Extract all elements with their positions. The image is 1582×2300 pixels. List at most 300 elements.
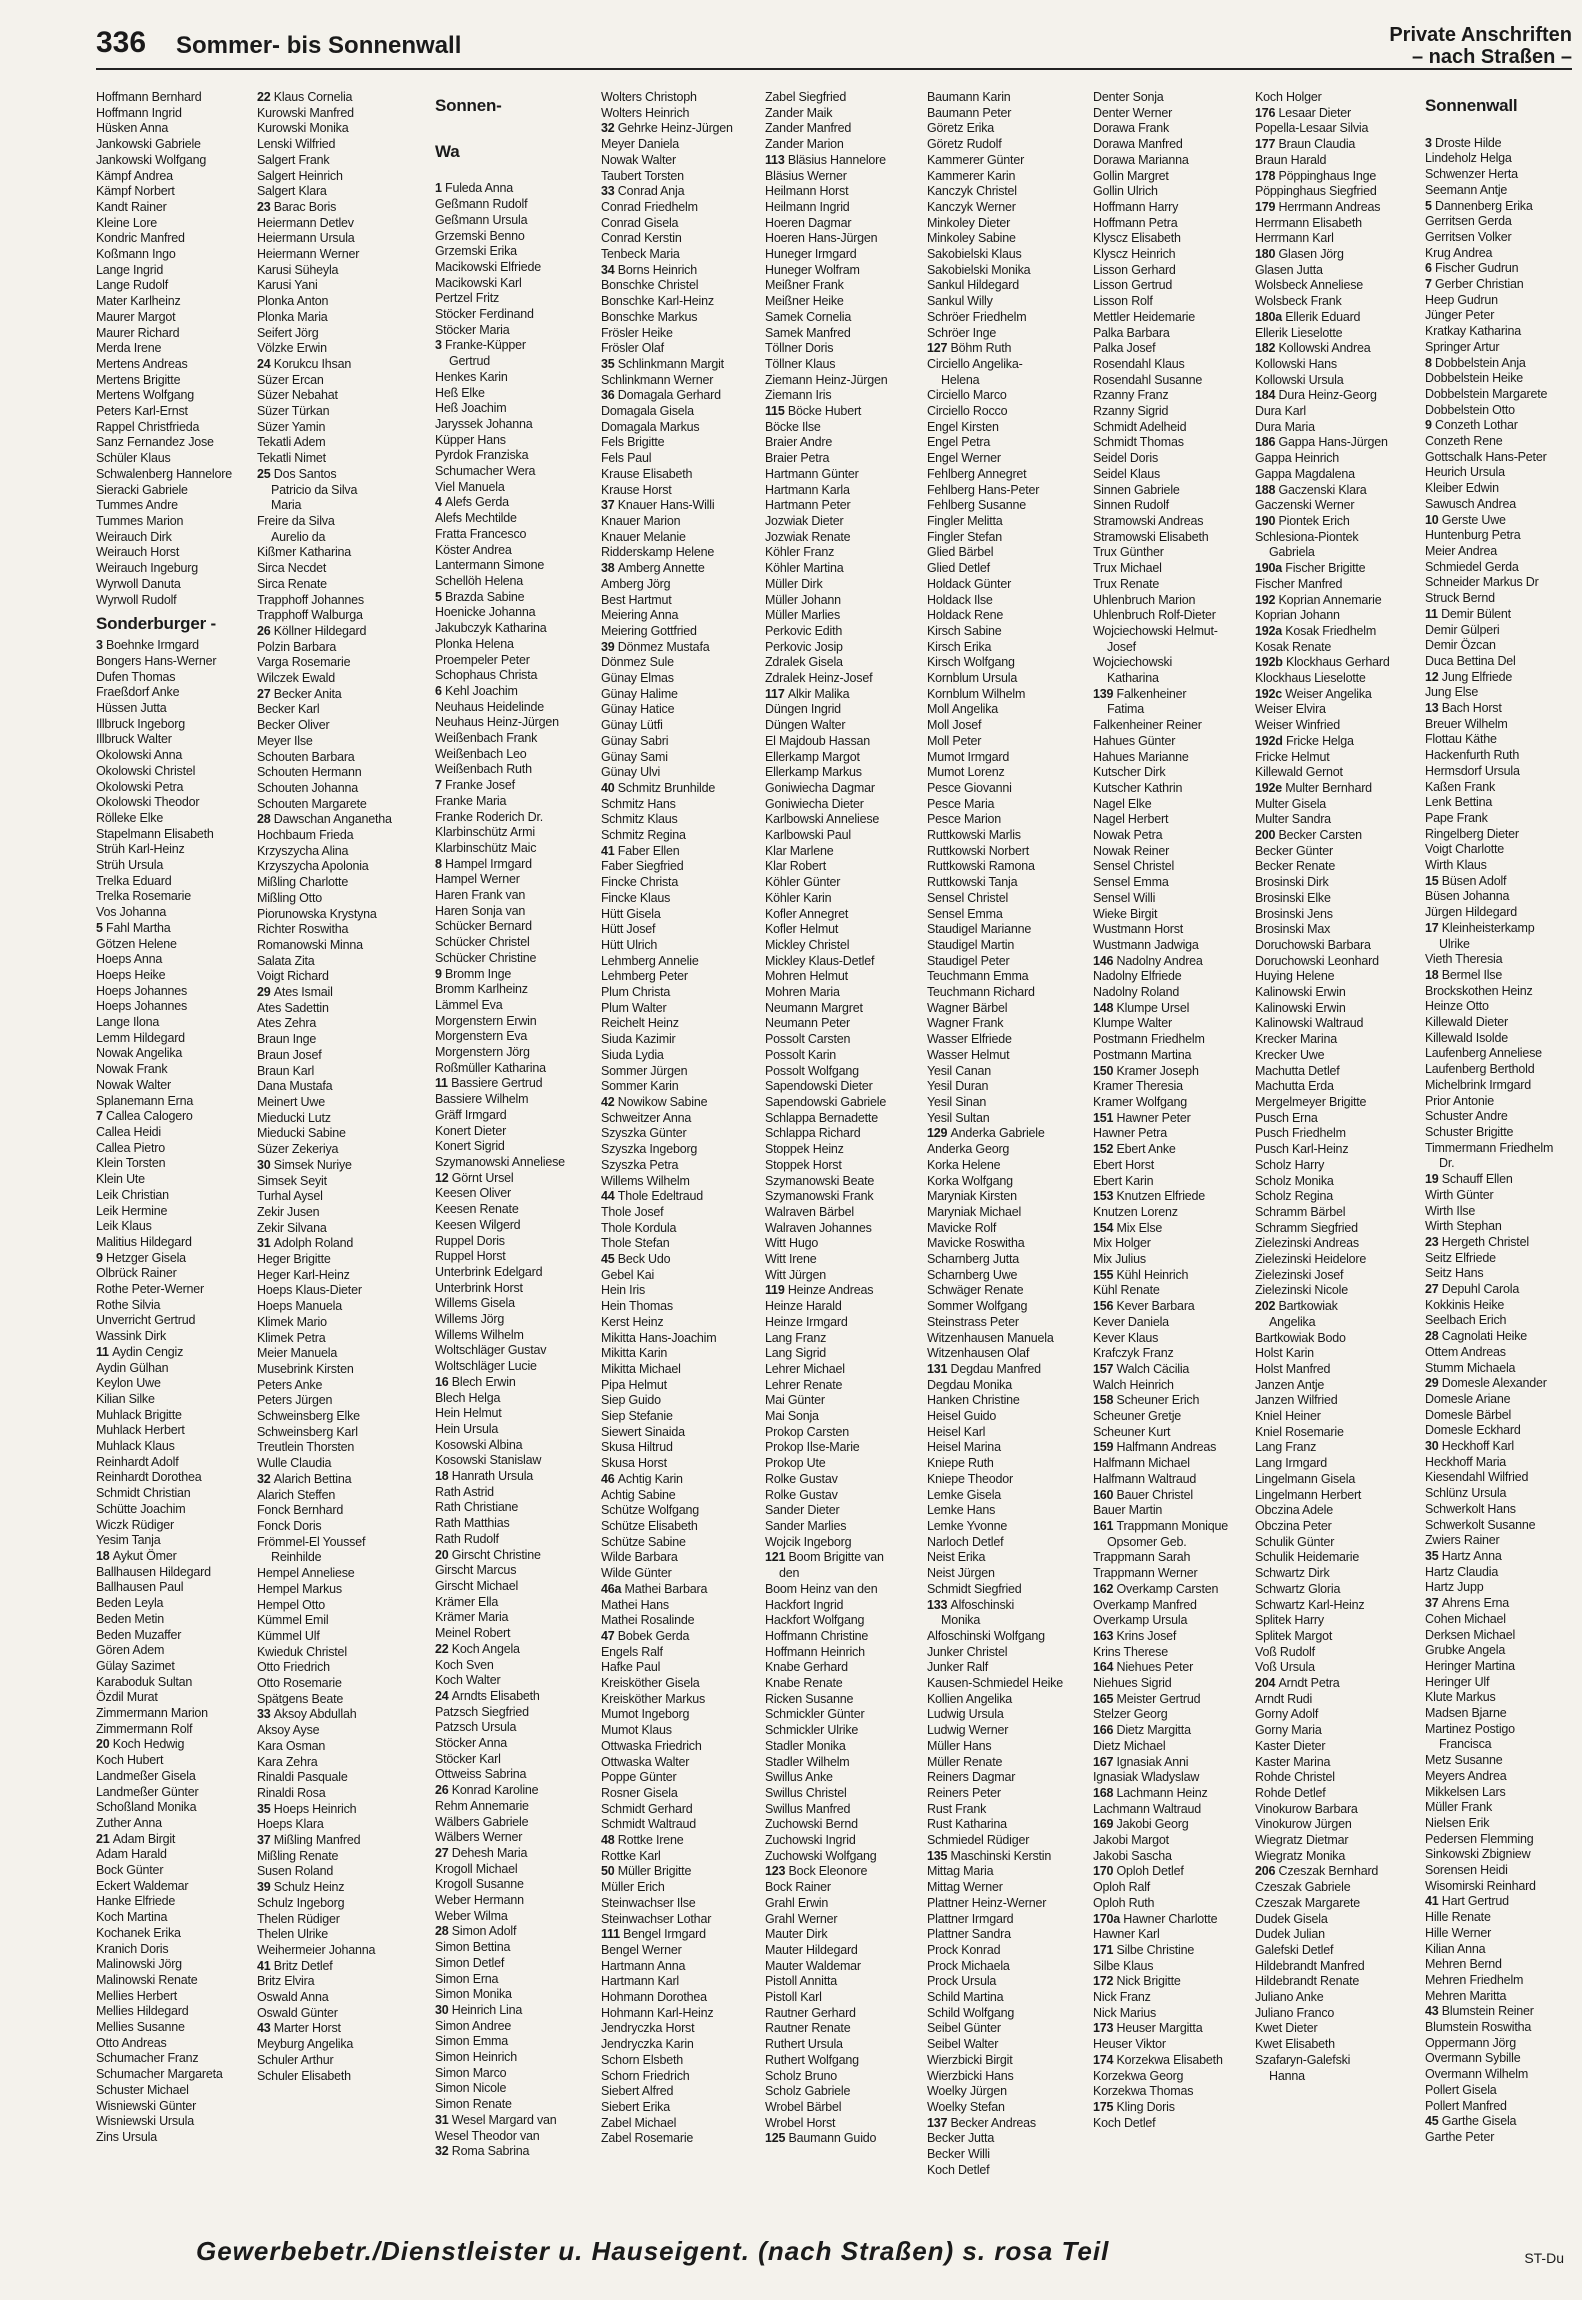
directory-entry: Czeszak Gabriele <box>1255 1880 1351 1895</box>
house-number: 159 <box>1093 1440 1117 1455</box>
directory-entry: Killewald Gernot <box>1255 765 1343 780</box>
directory-entry: Janzen Wilfried <box>1255 1393 1338 1408</box>
directory-entry: Bock Rainer <box>765 1880 831 1895</box>
directory-entry: 22 Klaus Cornelia <box>257 90 353 104</box>
directory-entry: Weber Wilma <box>435 1908 508 1923</box>
directory-entry: Fratta Francesco <box>435 526 527 541</box>
directory-entry: Girscht Marcus <box>435 1563 517 1578</box>
directory-entry: Müller Hans <box>927 1738 992 1753</box>
directory-entry: Zuchowski Ingrid <box>765 1833 856 1848</box>
directory-entry: Küpper Hans <box>435 432 506 447</box>
directory-entry: Hoffmann Bernhard <box>96 90 202 104</box>
directory-entry: Kausen-Schmiedel Heike <box>927 1676 1063 1691</box>
house-number: 123 <box>765 1864 789 1879</box>
directory-entry: Krzyszycha Apolonia <box>257 859 369 874</box>
directory-entry: Reichelt Heinz <box>601 1016 679 1031</box>
directory-entry: Weirauch Horst <box>96 545 180 560</box>
house-number: 177 <box>1255 137 1279 152</box>
house-number: 190 <box>1255 513 1279 528</box>
directory-entry: Proempeler Peter <box>435 652 530 667</box>
house-number: 32 <box>435 2144 452 2159</box>
directory-entry: Wisomirski Reinhard <box>1425 1878 1536 1893</box>
directory-entry: Hoffmann Christine <box>765 1628 869 1643</box>
directory-entry: Falkenheiner Reiner <box>1093 718 1202 733</box>
directory-entry: Pape Frank <box>1425 810 1488 825</box>
directory-entry: Pollert Manfred <box>1425 2098 1507 2113</box>
directory-entry: Heß Elke <box>435 385 485 400</box>
directory-entry: Walraven Johannes <box>765 1220 872 1235</box>
directory-entry: Schouten Barbara <box>257 749 355 764</box>
directory-entry: Weißenbach Frank <box>435 731 538 746</box>
directory-entry: Klein Torsten <box>96 1156 166 1171</box>
directory-entry: Fincke Christa <box>601 875 679 890</box>
directory-entry: Kalinowski Erwin <box>1255 1000 1346 1015</box>
directory-entry: Kutscher Kathrin <box>1093 780 1183 795</box>
house-number: 148 <box>1093 1000 1117 1015</box>
directory-entry: Henkes Karin <box>435 369 508 384</box>
directory-entry: Willems Jörg <box>435 1312 505 1327</box>
house-number: 155 <box>1093 1267 1117 1282</box>
directory-entry: Hartmann Günter <box>765 466 859 481</box>
house-number: 27 <box>1425 1282 1442 1297</box>
directory-entry: Seemann Antje <box>1425 182 1508 197</box>
house-number: 151 <box>1093 1110 1117 1125</box>
directory-entry: Frömmel-El Youssef <box>257 1534 366 1549</box>
directory-entry: Wojciechowski <box>1093 655 1173 670</box>
directory-entry: Hoeps Heike <box>96 967 166 982</box>
directory-entry: Leik Klaus <box>96 1219 152 1234</box>
directory-entry: 27 Dehesh Maria <box>435 1845 528 1860</box>
directory-entry: Lange Ingrid <box>96 262 164 277</box>
directory-entry: Müller Dirk <box>765 576 823 591</box>
directory-column-3 <box>435 90 595 2210</box>
directory-entry: Pöppinghaus Siegfried <box>1255 184 1377 199</box>
directory-entry: Zimmermann Rolf <box>96 1721 193 1736</box>
directory-entry: Hoeren Hans-Jürgen <box>765 231 878 246</box>
directory-entry: Wulle Claudia <box>257 1456 332 1471</box>
directory-entry: Ebert Horst <box>1093 1157 1155 1172</box>
directory-entry: Günay Sabri <box>601 733 669 748</box>
directory-entry: Wassink Dirk <box>96 1329 167 1344</box>
directory-entry: Heger Karl-Heinz <box>257 1267 350 1282</box>
directory-entry: 8 Hampel Irmgard <box>435 856 532 871</box>
directory-entry: 155 Kühl Heinrich <box>1093 1267 1189 1282</box>
directory-column-8 <box>1255 90 1415 2210</box>
directory-entry: Sinnen Rudolf <box>1093 498 1169 513</box>
directory-entry: Peters Jürgen <box>257 1393 333 1408</box>
directory-entry: Heisel Marina <box>927 1440 1001 1455</box>
directory-entry: Meier Andrea <box>1425 543 1497 558</box>
directory-entry: Wrobel Bärbel <box>765 2100 842 2114</box>
directory-entry: Hoffmann Harry <box>1093 199 1179 214</box>
directory-entry: Günay Lütfi <box>601 718 663 733</box>
directory-entry: 24 Korukcu Ihsan <box>257 356 352 371</box>
directory-column-7 <box>1093 90 1253 2210</box>
directory-entry: 48 Rottke Irene <box>601 1833 684 1848</box>
directory-entry: Pesce Marion <box>927 812 1002 827</box>
directory-entry: Rust Katharina <box>927 1817 1007 1832</box>
footer-code: ST-Du <box>1524 2250 1564 2266</box>
directory-entry: Achtig Sabine <box>601 1487 676 1502</box>
directory-entry: Geßmann Rudolf <box>435 197 528 212</box>
directory-entry: Stadler Monika <box>765 1738 846 1753</box>
directory-entry: Landmeßer Gisela <box>96 1768 196 1783</box>
directory-entry-continuation: Josef <box>1107 639 1136 654</box>
directory-entry: Knabe Gerhard <box>765 1660 848 1675</box>
directory-entry: 188 Gaczenski Klara <box>1255 482 1367 497</box>
directory-entry: Seibel Günter <box>927 2021 1001 2036</box>
directory-entry: Hohmann Karl-Heinz <box>601 2005 714 2020</box>
directory-entry: Kaßen Frank <box>1425 779 1496 794</box>
directory-entry: Hüssen Jutta <box>96 701 167 716</box>
directory-entry: Domesle Ariane <box>1425 1391 1511 1406</box>
directory-entry: Nowak Reiner <box>1093 843 1170 858</box>
directory-entry: Otto Rosemarie <box>257 1676 342 1691</box>
directory-entry: Kratkay Katharina <box>1425 324 1521 339</box>
directory-entry: Kirsch Wolfgang <box>927 655 1015 670</box>
house-number: 3 <box>435 338 446 353</box>
directory-entry: Seelbach Erich <box>1425 1313 1507 1328</box>
directory-entry: Okolowski Christel <box>96 763 196 778</box>
directory-entry: Herrmann Elisabeth <box>1255 215 1362 230</box>
directory-entry: Silbe Klaus <box>1093 1958 1154 1973</box>
house-number: 166 <box>1093 1723 1117 1738</box>
directory-entry: 176 Lesaar Dieter <box>1255 105 1351 120</box>
directory-entry: Kammerer Günter <box>927 152 1025 167</box>
directory-entry: Wagner Frank <box>927 1016 1004 1031</box>
directory-entry: Bassiere Wilhelm <box>435 1092 529 1107</box>
directory-entry: Franke Roderich Dr. <box>435 809 544 824</box>
directory-entry: Trux Renate <box>1093 576 1160 591</box>
directory-entry: Willems Wilhelm <box>601 1173 690 1188</box>
directory-entry: Lantermann Simone <box>435 558 545 573</box>
directory-entry: Schlappa Bernadette <box>765 1110 878 1125</box>
directory-entry: Mix Julius <box>1093 1252 1146 1267</box>
directory-entry: 156 Kever Barbara <box>1093 1299 1195 1314</box>
directory-entry: 113 Bläsius Hannelore <box>765 152 886 167</box>
directory-entry: 26 Konrad Karoline <box>435 1783 539 1798</box>
directory-entry: Kollowski Hans <box>1255 356 1337 371</box>
directory-entry: Wasser Helmut <box>927 1047 1010 1062</box>
directory-entry: Schouten Margarete <box>257 796 367 811</box>
directory-entry: 6 Fischer Gudrun <box>1425 261 1519 276</box>
directory-entry: Lange Rudolf <box>96 278 168 293</box>
directory-entry: Richter Roswitha <box>257 922 349 937</box>
directory-entry: Hartmann Karl <box>601 1974 679 1989</box>
directory-entry: 135 Maschinski Kerstin <box>927 1848 1052 1863</box>
house-number: 12 <box>1425 669 1442 684</box>
directory-entry: Schröer Inge <box>927 325 997 340</box>
directory-entry: Fischer Manfred <box>1255 576 1343 591</box>
house-number: 11 <box>96 1344 113 1359</box>
directory-entry: Zander Marion <box>765 137 844 152</box>
house-number: 3 <box>96 638 107 653</box>
directory-entry: Okolowski Anna <box>96 748 183 763</box>
house-number: 139 <box>1093 686 1117 701</box>
directory-entry: Günay Ulvi <box>601 765 661 780</box>
directory-entry: Lingelmann Gisela <box>1255 1471 1356 1486</box>
directory-entry: Tekatli Adem <box>257 435 326 450</box>
directory-entry: 175 Kling Doris <box>1093 2100 1175 2114</box>
directory-entry: Schütte Joachim <box>96 1501 186 1516</box>
directory-entry: Fraeßdorf Anke <box>96 685 180 700</box>
directory-entry: Lachmann Waltraud <box>1093 1801 1202 1816</box>
directory-entry: Koch Sven <box>435 1657 494 1672</box>
directory-entry: Mohren Maria <box>765 985 840 1000</box>
directory-entry: 3 Boehnke Irmgard <box>96 638 199 653</box>
directory-entry: Hempel Markus <box>257 1581 342 1596</box>
directory-entry: Mathei Hans <box>601 1597 669 1612</box>
house-number: 168 <box>1093 1785 1117 1800</box>
directory-entry: 45 Garthe Gisela <box>1425 2114 1517 2129</box>
directory-entry: 20 Koch Hedwig <box>96 1737 185 1752</box>
directory-entry: El Majdoub Hassan <box>765 733 870 748</box>
house-number: 48 <box>601 1833 618 1848</box>
directory-entry: Simon Detlef <box>435 1955 505 1970</box>
directory-entry: 39 Schulz Heinz <box>257 1880 345 1895</box>
directory-entry: Trux Günther <box>1093 545 1164 560</box>
directory-entry: 1 Fuleda Anna <box>435 181 514 196</box>
directory-entry: Engels Ralf <box>601 1644 663 1659</box>
directory-entry: Simon Erna <box>435 1971 499 1986</box>
directory-entry: Mater Karlheinz <box>96 294 181 309</box>
directory-entry: Weihermeier Johanna <box>257 1942 376 1957</box>
directory-entry: Lehmberg Peter <box>601 969 688 984</box>
house-number: 15 <box>1425 873 1442 888</box>
directory-entry: Jung Else <box>1425 685 1479 700</box>
directory-entry: Simsek Seyit <box>257 1173 327 1188</box>
directory-entry: Rottke Karl <box>601 1848 661 1863</box>
directory-entry: Sieracki Gabriele <box>96 482 188 497</box>
directory-entry: Swillus Anke <box>765 1770 833 1785</box>
directory-entry: Simon Renate <box>435 2097 512 2112</box>
directory-entry: Wyrwoll Danuta <box>96 576 181 591</box>
house-number: 33 <box>601 184 618 199</box>
directory-entry: Kirsch Erika <box>927 639 992 654</box>
house-number: 174 <box>1093 2052 1117 2067</box>
directory-entry: Polzin Barbara <box>257 639 337 654</box>
directory-entry: Domesle Eckhard <box>1425 1423 1521 1438</box>
directory-entry: Mauter Waldemar <box>765 1958 861 1973</box>
directory-entry: Heckhoff Maria <box>1425 1454 1507 1469</box>
directory-entry: Leik Hermine <box>96 1203 168 1218</box>
directory-entry: 34 Borns Heinrich <box>601 262 697 277</box>
directory-column-4 <box>601 90 761 2210</box>
directory-entry: Kniel Heiner <box>1255 1409 1321 1424</box>
directory-entry: Bonschke Markus <box>601 309 698 324</box>
directory-entry: Hackenfurth Ruth <box>1425 748 1520 763</box>
directory-entry: Scholz Harry <box>1255 1157 1325 1172</box>
directory-entry: Jakubczyk Katharina <box>435 621 547 636</box>
directory-entry: Unverricht Gertrud <box>96 1313 196 1328</box>
page-header <box>96 24 1572 70</box>
directory-entry: Jünger Peter <box>1425 308 1495 323</box>
directory-entry: Simon Marco <box>435 2065 507 2080</box>
house-number: 165 <box>1093 1691 1117 1706</box>
directory-entry: Rautner Gerhard <box>765 2005 856 2020</box>
directory-entry: Teuchmann Richard <box>927 985 1035 1000</box>
directory-entry: 200 Becker Carsten <box>1255 828 1362 843</box>
directory-entry: Illbruck Walter <box>96 732 172 747</box>
directory-entry: Holdack Rene <box>927 608 1004 623</box>
directory-entry: 10 Gerste Uwe <box>1425 512 1506 527</box>
directory-entry: Hüsken Anna <box>96 121 169 136</box>
directory-entry: Kühl Renate <box>1093 1283 1160 1298</box>
directory-entry: Wierzbicki Birgit <box>927 2052 1013 2067</box>
directory-entry: Doruchowski Leonhard <box>1255 953 1379 968</box>
directory-entry: Neuhaus Heinz-Jürgen <box>435 715 559 730</box>
directory-entry: Circiello Marco <box>927 388 1007 403</box>
directory-entry: Gorny Maria <box>1255 1723 1322 1738</box>
directory-entry: Mavicke Roswitha <box>927 1236 1025 1251</box>
directory-entry: Becker Willi <box>927 2147 990 2162</box>
directory-entry: Sensel Christel <box>1093 859 1175 874</box>
directory-entry: 131 Degdau Manfred <box>927 1361 1041 1376</box>
directory-entry: Wisniewski Günter <box>96 2098 197 2113</box>
directory-entry: Meißner Heike <box>765 294 844 309</box>
directory-entry: Siuda Kazimir <box>601 1032 676 1047</box>
directory-entry: Romanowski Minna <box>257 937 363 952</box>
directory-entry: Oploh Ralf <box>1093 1880 1151 1895</box>
directory-entry: Klar Marlene <box>765 843 834 858</box>
directory-entry: Okolowski Petra <box>96 779 184 794</box>
directory-entry: Schellöh Helena <box>435 573 524 588</box>
directory-entry: Schuster Andre <box>1425 1109 1508 1124</box>
directory-entry: Weirauch Dirk <box>96 529 172 544</box>
directory-entry: Baumann Peter <box>927 105 1012 120</box>
directory-entry: Laufenberg Anneliese <box>1425 1046 1542 1061</box>
directory-entry: Szymanowski Beate <box>765 1173 875 1188</box>
directory-entry: Wiegratz Dietmar <box>1255 1833 1349 1848</box>
directory-entry: Zekir Silvana <box>257 1220 327 1235</box>
directory-entry: Lisson Gertrud <box>1093 278 1173 293</box>
directory-entry: Lehmberg Annelie <box>601 953 699 968</box>
directory-entry: Taubert Torsten <box>601 168 684 183</box>
directory-entry: Schweitzer Anna <box>601 1110 692 1125</box>
directory-entry: Keesen Oliver <box>435 1186 511 1201</box>
directory-entry: Holst Karin <box>1255 1346 1314 1361</box>
directory-entry: Jendryczka Karin <box>601 2037 694 2052</box>
directory-entry: Konert Sigrid <box>435 1139 505 1154</box>
house-number: 7 <box>1425 277 1436 292</box>
directory-entry: Düngen Walter <box>765 718 846 733</box>
directory-entry: Dana Mustafa <box>257 1079 333 1094</box>
directory-entry: Schmidt Gerhard <box>601 1801 693 1816</box>
directory-entry: Weirauch Ingeburg <box>96 561 198 576</box>
house-number: 179 <box>1255 199 1279 214</box>
directory-entry: Macikowski Karl <box>435 275 522 290</box>
directory-entry: Gollin Margret <box>1093 168 1169 183</box>
directory-entry: Mertens Andreas <box>96 356 188 371</box>
directory-entry: Huneger Irmgard <box>765 247 857 262</box>
directory-entry: Prokop Ute <box>765 1456 826 1471</box>
directory-entry: Yesil Canan <box>927 1063 992 1078</box>
directory-entry: Hütt Gisela <box>601 906 661 921</box>
directory-entry: Walraven Bärbel <box>765 1204 854 1219</box>
directory-entry: Böcke Ilse <box>765 419 821 434</box>
directory-entry: Hackfort Wolfgang <box>765 1613 865 1628</box>
directory-entry: 177 Braun Claudia <box>1255 137 1356 152</box>
directory-entry: Morgenstern Eva <box>435 1029 528 1044</box>
directory-columns <box>96 90 1576 2210</box>
directory-entry: Hütt Josef <box>601 922 656 937</box>
directory-entry: 180a Ellerik Eduard <box>1255 309 1361 324</box>
directory-entry <box>435 166 595 182</box>
house-number: 23 <box>257 199 274 214</box>
directory-entry: Goniwiecha Dieter <box>765 796 864 811</box>
directory-entry: Callea Pietro <box>96 1140 165 1155</box>
house-number: 180 <box>1255 247 1279 262</box>
directory-entry: Ricken Susanne <box>765 1691 854 1706</box>
directory-entry: Kaster Marina <box>1255 1754 1331 1769</box>
directory-entry: Rath Rudolf <box>435 1531 499 1546</box>
directory-entry: Schumacher Wera <box>435 464 536 479</box>
directory-entry: Voigt Richard <box>257 969 329 984</box>
directory-entry: Sanz Fernandez Jose <box>96 435 214 450</box>
house-number: 23 <box>1425 1234 1442 1249</box>
directory-entry: Göretz Erika <box>927 121 995 136</box>
directory-entry: Moll Josef <box>927 718 982 733</box>
house-number: 146 <box>1093 953 1117 968</box>
directory-entry: Hille Renate <box>1425 1910 1491 1925</box>
house-number: 200 <box>1255 828 1279 843</box>
directory-entry: 182 Kollowski Andrea <box>1255 341 1371 356</box>
directory-entry: Hartmann Peter <box>765 498 851 513</box>
house-number: 9 <box>435 966 446 981</box>
directory-entry: Haren Frank van <box>435 888 526 903</box>
house-number: 154 <box>1093 1220 1117 1235</box>
directory-entry: Kwet Dieter <box>1255 2021 1318 2036</box>
directory-entry: Lemm Hildegard <box>96 1030 185 1045</box>
directory-entry: 7 Franke Josef <box>435 778 515 793</box>
house-number: 8 <box>1425 355 1436 370</box>
directory-entry: Machutta Erda <box>1255 1079 1334 1094</box>
directory-entry: Rath Astrid <box>435 1484 494 1499</box>
directory-entry: Nagel Elke <box>1093 796 1152 811</box>
directory-entry: Killewald Dieter <box>1425 1015 1508 1030</box>
directory-entry: Seitz Elfriede <box>1425 1250 1496 1265</box>
directory-entry: Sommer Wolfgang <box>927 1299 1028 1314</box>
directory-entry: Günay Halime <box>601 686 678 701</box>
directory-entry: Kranich Doris <box>96 1941 169 1956</box>
directory-entry: Nielsen Erik <box>1425 1815 1490 1830</box>
directory-entry: 162 Overkamp Carsten <box>1093 1581 1219 1596</box>
directory-entry: 184 Dura Heinz-Georg <box>1255 388 1377 403</box>
directory-entry: Mittag Maria <box>927 1864 994 1879</box>
directory-entry: 172 Nick Brigitte <box>1093 1974 1181 1989</box>
directory-entry-continuation: Francisca <box>1439 1737 1492 1752</box>
directory-entry: Woltschläger Lucie <box>435 1359 537 1374</box>
directory-entry-continuation: Patricio da Silva <box>271 482 358 497</box>
directory-entry: Hein Thomas <box>601 1299 673 1314</box>
house-number: 192e <box>1255 780 1286 795</box>
directory-entry: Mehren Bernd <box>1425 1957 1502 1972</box>
directory-entry: Halfmann Waltraud <box>1093 1471 1197 1486</box>
directory-entry: Mittag Werner <box>927 1880 1003 1895</box>
directory-entry: Heisel Guido <box>927 1409 997 1424</box>
directory-entry: Mertens Brigitte <box>96 372 181 387</box>
directory-entry: 119 Heinze Andreas <box>765 1283 874 1298</box>
directory-entry: Zwiers Rainer <box>1425 1533 1500 1548</box>
directory-entry: Schmickler Günter <box>765 1707 865 1722</box>
directory-entry: Boom Heinz van den <box>765 1581 878 1596</box>
directory-entry: Olbrück Rainer <box>96 1266 177 1281</box>
house-number: 129 <box>927 1126 951 1141</box>
house-number: 35 <box>1425 1548 1442 1563</box>
directory-entry: Voigt Charlotte <box>1425 842 1504 857</box>
directory-entry: Plonka Anton <box>257 294 329 309</box>
directory-entry: Pistoll Annitta <box>765 1974 838 1989</box>
